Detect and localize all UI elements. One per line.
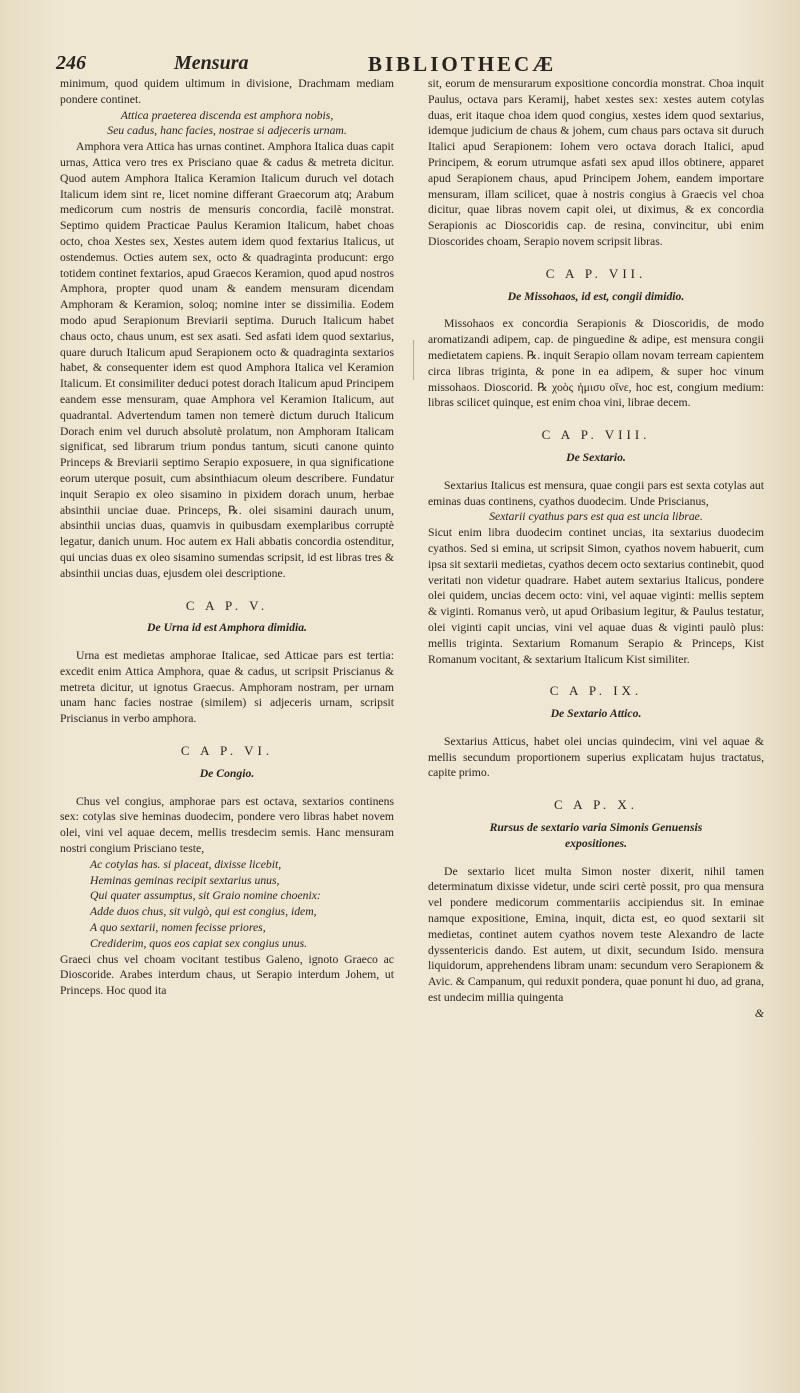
verse-line: Ac cotylas has. si placeat, dixisse licebit, [90, 857, 282, 871]
chapter-heading: C A P. X. [553, 797, 639, 813]
chapter-heading: C A P. V. [185, 597, 269, 613]
chapter-title: De Sextario Attico. [550, 707, 642, 721]
gutter-mark [413, 340, 414, 380]
paragraph: minimum, quod quidem ultimum in divisione, Drachmam mediam pondere continet. [60, 77, 394, 106]
paragraph: Urna est medietas amphorae Italicae, sed Atticae pars est tertia: excedit enim Attica Amphora, quae & cadus, ut scripsit Priscianus & metreta dicitur, ut ignotus Graecus. Amphoram nostram, per urnam unam hanc facies nostrae (similem) si adjeceris urnam, scripsit Priscianus in verbo amphora. [60, 649, 394, 726]
verse-line: A quo sextarii, nomen fecisse priores, [90, 921, 266, 935]
right-column [428, 76, 764, 1022]
chapter-heading: C A P. VI. [180, 743, 274, 759]
paragraph: De sextario licet multa Simon noster dixerit, nihil tamen determinatum dixisse videtur, unde sciri certè possit, pro qua mensura vel pondere medicorum commentariis accipiendus sit. In eminae namque expositione, Emina, inquit, dicta est, eo quod sextarii sit medietas, continet autem cyathos novem teste Alexandro de lacte dyssentericis dando. Est autem, ut dixit, secundum Isido. mensura liquidorum, apprehendens libram unam: secundum vero Serapionem & Avic. & Campanum, qui reduxit pondera, quae ponunt hi duo, ad grana, est undecim millia quingenta [428, 864, 764, 1005]
paragraph: sit, eorum de mensurarum expositione concordia monstrat. Choa inquit Paulus, octava pars Keramij, habet xestes sex: xestes autem cotylas duas, erit itaque choa idem quod congius, xestes idem quod sextarius, idemque judicium de chaus & johem, cum chaus pars octava sit duruch Italici apud Serapionem: Iohem vero octava dorach Italici, apud Principem, & eorum utrumque asfati sex apud illos obtinere, apparet apud Serapionem chaus, apud Principem Johem, eandem importare mensuram, illam scilicet, quae à nostris congius à Graecis vel choa dicitur, quae libras novem capit olei, ut diximus, & ex concordia Serapionis ac Dioscoridis cap. de resina, convincitur, ubi enim Dioscorides choam, Serapio novem scripsit libras. [428, 77, 764, 248]
left-column [60, 76, 394, 999]
paragraph: Sextarius Italicus est mensura, quae congii pars est sexta cotylas aut eminas duas continens, cyathos duodecim. Unde Priscianus, [428, 478, 764, 508]
verse-line: Qui quater assumptus, sit Graio nomine choenix: [90, 889, 321, 903]
verse-line: Seu cadus, hanc facies, nostrae si adjeceris urnam. [107, 124, 347, 138]
paragraph: Amphora vera Attica has urnas continet. Amphora Italica duas capit urnas, Attica vero tres ex Prisciano quae & cadus & metreta dicitur. Quod autem Amphora Italica Keramion Italicum duruch vel dotach Italicum idem sint re, licet nomine differant Graecorum atq; Arabum medicorum cum nostris de mensuris concordia, facilè monstrat. Septimo quidem Practicae Paulus Keramion Italicum, habet choas octo, choa Xestes sex, Xestes autem idem quod fextarius Italicus, ut ostendemus. Octies autem sex, octo & quadraginta producunt: ergo totidem continet fextarios, apud Graecos Keramion, quod apud nostros Amphora, propter quod unam & eandem mensuram dicendam Amphoram & Keramion, soloq; nomine inter se dissimilia. Eodem modo apud Serapionum Breviarii septima. Duruch Italicum habet chaus octo, chaus unum, est sex asati. Sed asfati idem quod sextarius, quare duruch Italicum apud Serapionem octo & quadraginta sextarios habet, & consequenter idem est quod Amphora Italica vel Keramion Italicum. Et consimiliter deduci potest dorach Italicum apud Principem eandem esse mensuram, quae Amphora vel Keramion Italicum, aut quadrantal. Advertendum tamen non temerè dictum duruch Italicum Dorach enim vel duruch absolutè prolatum, non Amphoram Italicam significat, sed librarum trium pondus tantum, sicuti canone quinto Princeps & Breviarii septimo Serapio exposuere, in qua significatione eorum uterque posuit, cum absinthiacum oleum describere. Fundatur inquit Serapio ex oleo sisamino in pixidem dorach unum, herbae absinthii unciae duae. Princeps, ℞. olei sisamini daurach unum, absinthii uncias duas, quamvis in quibusdam exemplaribus corruptè legatur, danich unum. Hoc autem ex Hali abbatis concordia ostenditur, qui uncias duas ex oleo sisamino sumendas scripsit, id est libras tres & absinthii uncias duas, ejusdem olei descriptione. [60, 140, 394, 580]
paragraph: Sicut enim libra duodecim continet uncias, ita sextarius duodecim cyathos. Sed si emina, ut scripsit Simon, cyathos novem habuerit, cum ipsa sit sextarii medietas, cyathos decem octo sextarius continebit, quod veritati non videtur quadrare. Habet autem sextarius Italicus, pondere olei quidem, uncias decem octo: vini, vel aquae viginti: mellis septem & viginti. Romanus verò, ut apud Oribasium legitur, & Paulus testatur, olei viginti capit uncias, vini vel aquae duas & viginti paulò plus: mellis triginta. Sextarium Romanum Serapio & Princeps, Kist Romanum vocitant, & sextarium Italicum Kist similiter. [428, 526, 764, 666]
paragraph: Chus vel congius, amphorae pars est octava, sextarios continens sex: cotylas sive heminas duodecim, pondere vero libras habet novem olei, vini vel aquae decem, mellis tresdecim semis. Hanc mensuram nostri congium Prisciano teste, [60, 794, 394, 856]
verse-line: Sextarii cyathus pars est qua est uncia librae. [489, 510, 703, 524]
chapter-title-continued: expositiones. [564, 836, 627, 850]
paragraph: Missohaos ex concordia Serapionis & Dioscoridis, de modo aromatizandi adipem, cap. de pinguedine & adipe, est mensura congii medietatem capiens. ℞. inquit Serapio ollam novam terream capientem circa libras triginta, & pone in ea adipem, & super hoc vinum missohaos. Dioscorid. ℞ χοὸς ἡμισυ οἴνε, hoc est, congium medium: libras scilicet quinque, est enim choa vini, librae decem. [428, 317, 764, 410]
chapter-heading: C A P. VIII. [541, 427, 651, 443]
chapter-title: De Sextario. [566, 450, 626, 464]
verse-line: Attica praeterea discenda est amphora nobis, [120, 108, 334, 122]
verse-line: Heminas geminas recipit sextarius unus, [90, 873, 280, 887]
page-title: BIBLIOTHECÆ [368, 52, 557, 76]
verse-line: Adde duos chus, sit vulgò, qui est congius, idem, [90, 905, 317, 919]
chapter-heading: C A P. VII. [545, 265, 647, 281]
catchword: & [754, 1006, 764, 1020]
chapter-title: De Urna id est Amphora dimidia. [147, 621, 307, 635]
chapter-title: Rursus de sextario varia Simonis Genuensis [489, 821, 703, 835]
chapter-title: De Missohaos, id est, congii dimidio. [507, 289, 685, 303]
running-head: Mensura [174, 52, 249, 74]
paragraph: Graeci chus vel choam vocitant testibus Galeno, ignoto Graeco ac Dioscoride. Arabes interdum chaus, ut Serapio interdum Johem, ut Princeps. Hoc quod ita [60, 952, 394, 998]
paragraph: Sextarius Atticus, habet olei uncias quindecim, vini vel aquae & mellis secundum proportionem superius explicatam hujus tractatus, capite primo. [428, 734, 764, 780]
verse-line: Crediderim, quos eos capiat sex congius unus. [90, 936, 308, 950]
chapter-heading: C A P. IX. [549, 683, 643, 699]
chapter-title: De Congio. [199, 766, 255, 780]
page-header [56, 52, 780, 78]
page-number: 246 [56, 52, 86, 74]
